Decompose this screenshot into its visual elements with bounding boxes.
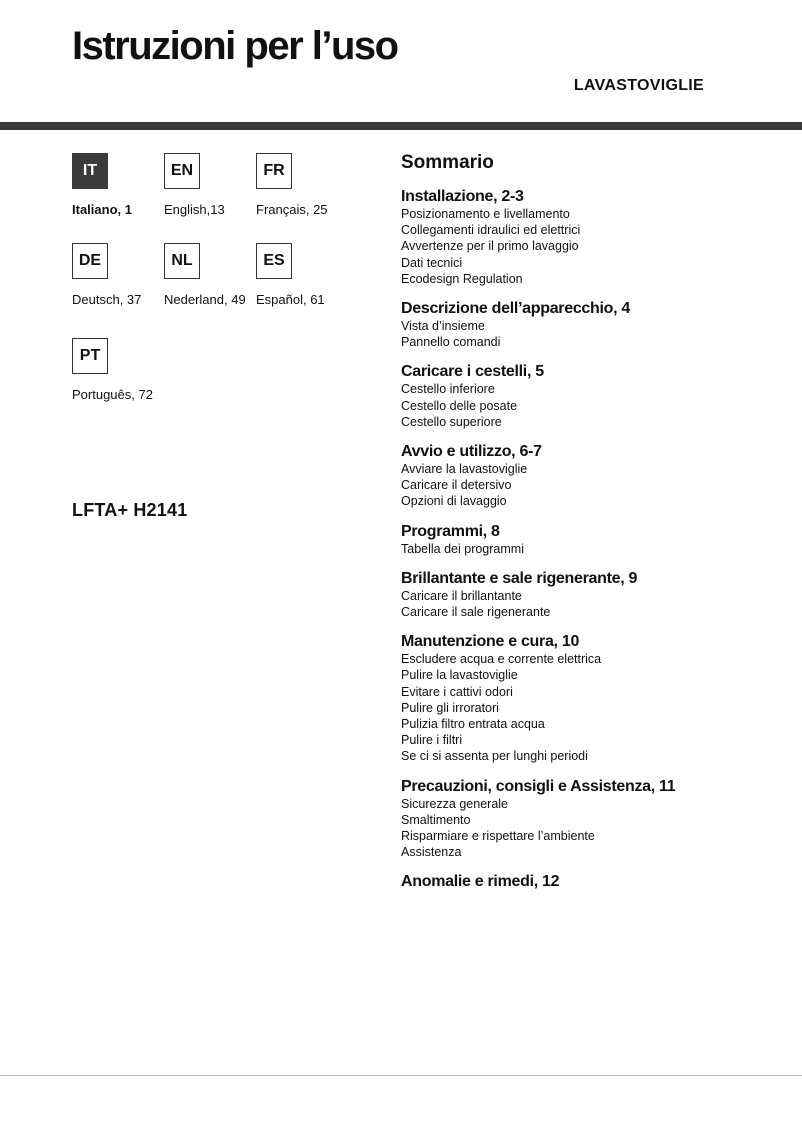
toc-item[interactable]: Dati tecnici <box>401 255 463 270</box>
toc-section <box>401 363 781 430</box>
model-name: LFTA+ H2141 <box>72 500 188 520</box>
toc-item[interactable]: Tabella dei programmi <box>401 541 524 556</box>
toc-item[interactable]: Cestello delle posate <box>401 398 518 413</box>
language-option-pt[interactable] <box>72 338 162 402</box>
toc-item[interactable]: Opzioni di lavaggio <box>401 494 507 509</box>
toc-item[interactable]: Escludere acqua e corrente elettrica <box>401 652 602 667</box>
toc-item[interactable]: Evitare i cattivi odori <box>401 684 513 699</box>
page-title: Istruzioni per l’uso <box>72 24 398 68</box>
toc-item[interactable]: Pulire gli irroratori <box>401 700 499 715</box>
language-option-de[interactable] <box>72 243 162 307</box>
language-label: Deutsch, 37 <box>72 292 142 307</box>
language-label: Français, 25 <box>256 202 328 217</box>
toc-item[interactable]: Avvertenze per il primo lavaggio <box>401 239 579 254</box>
toc-item[interactable]: Pannello comandi <box>401 335 501 350</box>
toc-section <box>401 300 781 350</box>
language-code-box[interactable]: ES <box>256 243 292 279</box>
toc-item[interactable]: Smaltimento <box>401 812 471 827</box>
toc-section-title[interactable]: Programmi, 8 <box>401 522 500 540</box>
toc-item[interactable]: Posizionamento e livellamento <box>401 207 570 221</box>
language-option-fr[interactable] <box>256 153 346 217</box>
language-code-box[interactable]: FR <box>256 153 292 189</box>
toc-section-title[interactable]: Caricare i cestelli, 5 <box>401 363 544 381</box>
footer-divider <box>0 1075 802 1076</box>
toc-item[interactable]: Pulizia filtro entrata acqua <box>401 717 545 732</box>
toc-item[interactable]: Assistenza <box>401 845 462 860</box>
language-code-box[interactable]: DE <box>72 243 108 279</box>
toc-heading: Sommario <box>401 152 494 173</box>
toc-section-title[interactable]: Brillantante e sale rigenerante, 9 <box>401 569 638 587</box>
toc-item[interactable]: Caricare il detersivo <box>401 478 512 493</box>
language-option-it[interactable] <box>72 153 162 217</box>
language-option-en[interactable] <box>164 153 254 217</box>
product-type: LAVASTOVIGLIE <box>573 77 704 94</box>
toc-section <box>401 523 781 557</box>
toc-item[interactable]: Caricare il sale rigenerante <box>401 605 551 620</box>
language-code-box[interactable]: IT <box>72 153 108 189</box>
toc-section-title[interactable]: Manutenzione e cura, 10 <box>401 633 580 651</box>
language-label: Nederland, 49 <box>164 292 246 307</box>
toc-section-title[interactable]: Installazione, 2-3 <box>401 188 524 205</box>
toc-item[interactable]: Ecodesign Regulation <box>401 271 523 286</box>
toc-item[interactable]: Caricare il brillantante <box>401 588 522 603</box>
toc-section-title[interactable]: Anomalie e rimedi, 12 <box>401 873 560 891</box>
toc-item[interactable]: Se ci si assenta per lunghi periodi <box>401 749 588 764</box>
header-divider <box>0 122 802 130</box>
toc-item[interactable]: Avviare la lavastoviglie <box>401 462 528 477</box>
toc-sections <box>401 188 781 891</box>
toc-section <box>401 570 781 620</box>
toc-section-title[interactable]: Descrizione dell’apparecchio, 4 <box>401 300 631 318</box>
toc-item[interactable]: Collegamenti idraulici ed elettrici <box>401 223 581 238</box>
toc-section-title[interactable]: Precauzioni, consigli e Assistenza, 11 <box>401 777 676 795</box>
toc-item[interactable]: Pulire i filtri <box>401 733 463 748</box>
language-option-es[interactable] <box>256 243 346 307</box>
toc-item[interactable]: Vista d’insieme <box>401 319 485 334</box>
language-code-box[interactable]: PT <box>72 338 108 374</box>
language-code-box[interactable]: EN <box>164 153 200 189</box>
toc-item[interactable]: Sicurezza generale <box>401 796 509 811</box>
table-of-contents <box>401 152 781 904</box>
language-label: English,13 <box>164 202 225 217</box>
language-code-box[interactable]: NL <box>164 243 200 279</box>
language-option-nl[interactable] <box>164 243 254 307</box>
toc-section <box>401 443 781 510</box>
language-label: Español, 61 <box>256 292 325 307</box>
toc-item[interactable]: Pulire la lavastoviglie <box>401 668 518 683</box>
toc-section <box>401 633 781 764</box>
toc-item[interactable]: Cestello inferiore <box>401 382 495 397</box>
toc-section <box>401 778 781 861</box>
language-label: Português, 72 <box>72 387 153 402</box>
toc-item[interactable]: Risparmiare e rispettare l’ambiente <box>401 829 595 844</box>
toc-item[interactable]: Cestello superiore <box>401 414 502 429</box>
toc-section <box>401 188 781 287</box>
toc-section-title[interactable]: Avvio e utilizzo, 6-7 <box>401 443 542 461</box>
toc-section <box>401 873 781 891</box>
language-label: Italiano, 1 <box>72 202 132 217</box>
